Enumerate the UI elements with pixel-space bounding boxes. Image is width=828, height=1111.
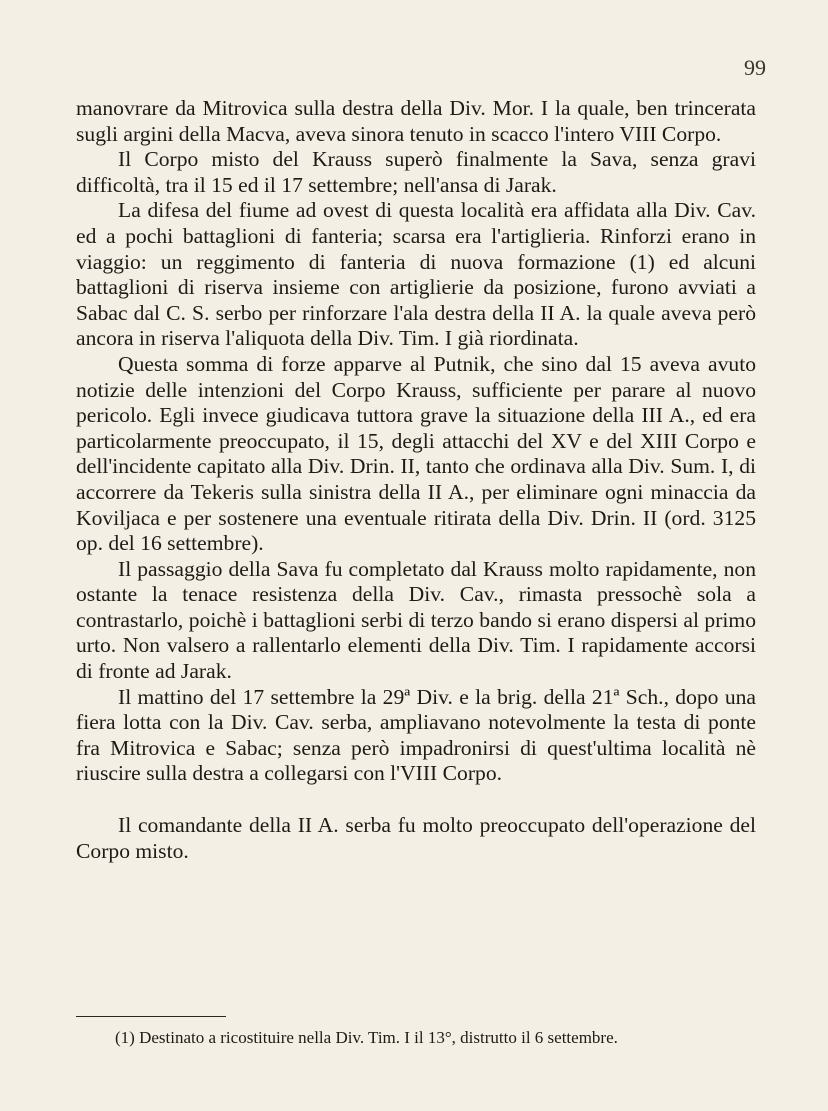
paragraph: Il Corpo misto del Krauss superò finalmente la Sava, senza gravi difficoltà, tra il 15 ed il 17 settembre; nell'ansa di Jarak. xyxy=(76,147,756,197)
paragraph: Questa somma di forze apparve al Putnik, che sino dal 15 aveva avuto notizie delle intenzioni del Corpo Krauss, sufficiente per parare al nuovo pericolo. Egli invece giudicava tuttora grave la situazione della III A., ed era particolarmente preoccupato, il 15, degli attacchi del XV e del XIII Corpo e dell'incidente capitato alla Div. Drin. II, tanto che ordinava alla Div. Sum. I, di accorrere da Tekeris sulla sinistra della II A., per eliminare ogni minaccia da Koviljaca e per sostenere una eventuale ritirata della Div. Drin. II (ord. 3125 op. del 16 settembre). xyxy=(76,351,756,556)
page-number: 99 xyxy=(744,55,766,80)
footnote: (1) Destinato a ricostituire nella Div. Tim. I il 13°, distrutto il 6 settembre. xyxy=(115,1028,618,1047)
paragraph: Il passaggio della Sava fu completato dal Krauss molto rapidamente, non ostante la tenace resistenza della Div. Cav., rimasta pressochè sola a contrastarlo, poichè i battaglioni serbi di terzo bando si erano dispersi al primo urto. Non valsero a rallentarlo elementi della Div. Tim. I rapidamente accorsi di fronte ad Jarak. xyxy=(76,556,756,684)
body-text xyxy=(76,96,756,864)
paragraph: Il mattino del 17 settembre la 29ª Div. e la brig. della 21ª Sch., dopo una fiera lotta con la Div. Cav. serba, ampliavano notevolmente la testa di ponte fra Mitrovica e Sabac; senza però impadronirsi di quest'ultima località nè riuscire sulla destra a collegarsi con l'VIII Corpo. xyxy=(76,684,756,786)
paragraph: Il comandante della II A. serba fu molto preoccupato dell'operazione del Corpo misto. xyxy=(76,813,756,863)
paragraph: La difesa del fiume ad ovest di questa località era affidata alla Div. Cav. ed a pochi battaglioni di fanteria; scarsa era l'artiglieria. Rinforzi erano in viaggio: un reggimento di fanteria di nuova formazione (1) ed alcuni battaglioni di riserva insieme con artiglierie da posizione, furono avviati a Sabac dal C. S. serbo per rinforzare l'ala destra della II A. la quale aveva però ancora in riserva l'aliquota della Div. Tim. I già riordinata. xyxy=(76,198,756,351)
footnote-rule xyxy=(76,1016,226,1017)
paragraph: manovrare da Mitrovica sulla destra della Div. Mor. I la quale, ben trincerata sugli argini della Macva, aveva sinora tenuto in scacco l'intero VIII Corpo. xyxy=(76,96,756,146)
